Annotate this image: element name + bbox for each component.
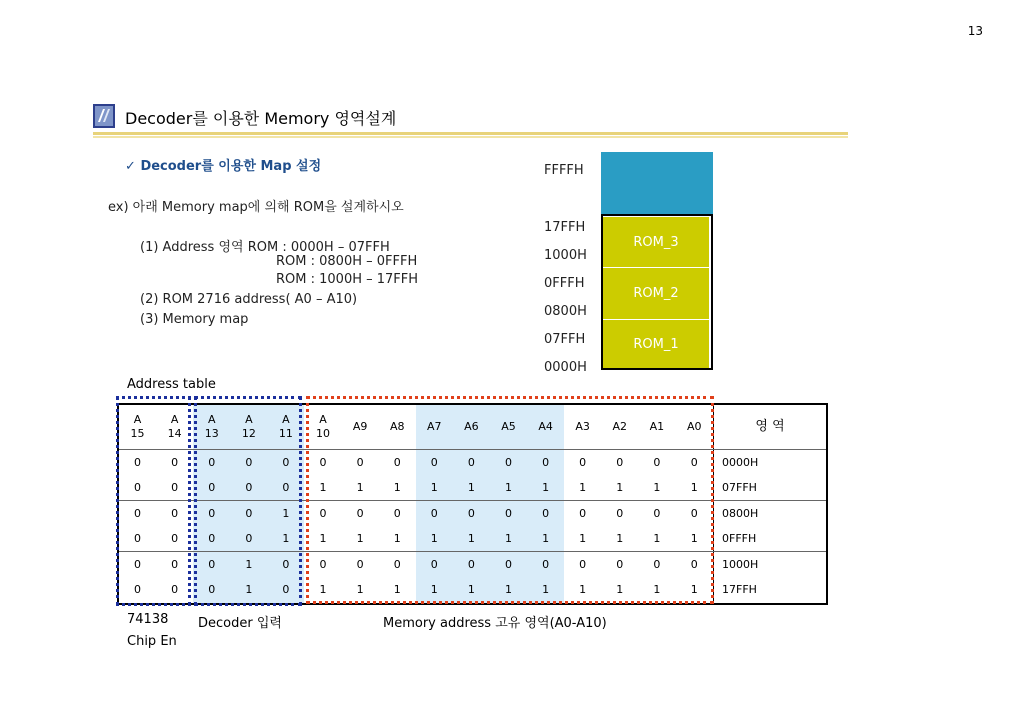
problem-line-5: (3) Memory map [140, 312, 249, 327]
bit-cell: 0 [490, 552, 527, 578]
rom-2-block: ROM_2 [603, 268, 709, 319]
bit-cell: 0 [453, 450, 490, 476]
bit-cell: 0 [156, 475, 193, 501]
bit-cell: 0 [193, 475, 230, 501]
column-header-bottom: 13 [204, 427, 219, 440]
bit-cell: 0 [690, 455, 698, 469]
page-title: Decoder를 이용한 Memory 영역설계 [125, 109, 397, 128]
bit-cell: 0 [134, 455, 142, 469]
bit-cell: 0 [134, 506, 142, 520]
bit-cell: 1 [319, 583, 327, 597]
column-header-top: A [133, 413, 142, 426]
column-header-top: A5 [501, 420, 516, 433]
bit-cell: 0 [319, 455, 327, 469]
bit-cell: 0 [230, 501, 267, 527]
column-header-bottom: 12 [241, 427, 256, 440]
chip-enable-outline [116, 396, 191, 606]
column-header-bottom: 14 [167, 427, 182, 440]
bit-cell: 0 [267, 552, 304, 578]
bit-cell: 0 [579, 455, 587, 469]
bit-cell: 1 [379, 526, 416, 552]
bit-cell: 1 [601, 475, 638, 501]
chip-en-caption-2: Chip En [127, 634, 177, 649]
bit-cell: 0 [230, 450, 267, 476]
bit-cell: 1 [601, 526, 638, 552]
region-cell: 0000H [714, 450, 828, 476]
bit-cell: 1 [304, 526, 341, 552]
bit-cell: 0 [171, 583, 179, 597]
rom-3-block: ROM_3 [603, 217, 709, 267]
bit-cell: 0 [579, 557, 587, 571]
bit-cell: 1 [675, 526, 713, 552]
bit-cell: 1 [230, 577, 267, 604]
bit-cell: 0 [393, 557, 401, 571]
bit-cell: 1 [638, 526, 675, 552]
bit-cell: 0 [453, 552, 490, 578]
rom-divider [603, 319, 709, 320]
bit-cell: 0 [134, 557, 142, 571]
map-label-0000h: 0000H [544, 360, 587, 375]
bit-cell: 0 [616, 557, 624, 571]
column-header-bottom: 11 [278, 427, 293, 440]
map-label-0fffh: 0FFFH [544, 276, 585, 291]
bit-cell: 0 [267, 475, 304, 501]
bit-cell: 0 [356, 455, 364, 469]
bit-cell: 0 [527, 501, 564, 527]
title-divider-secondary [93, 136, 848, 138]
map-label-0800h: 0800H [544, 304, 587, 319]
column-header-bottom: 15 [130, 427, 145, 440]
bit-cell: 0 [490, 501, 527, 527]
bit-cell: 0 [319, 506, 327, 520]
bit-cell: 0 [579, 506, 587, 520]
map-label-1000h: 1000H [544, 248, 587, 263]
column-header-top: A0 [686, 420, 702, 433]
column-header-top: A2 [612, 420, 628, 433]
problem-line-4: (2) ROM 2716 address( A0 – A10) [140, 292, 358, 307]
bit-cell: 0 [416, 450, 453, 476]
region-cell: 0800H [714, 501, 828, 527]
column-header-top: A [282, 413, 290, 426]
bit-cell: 0 [616, 455, 624, 469]
bit-cell: 1 [416, 577, 453, 604]
column-header-top: A [245, 413, 253, 426]
bit-cell: 0 [690, 557, 698, 571]
column-header-top: A9 [352, 420, 368, 433]
bit-cell: 1 [267, 526, 304, 552]
bit-cell: 0 [171, 506, 179, 520]
page-number: 13 [967, 24, 983, 38]
bit-cell: 0 [193, 526, 230, 552]
region-header: 영 역 [714, 404, 828, 450]
bit-cell: 1 [653, 583, 661, 597]
bit-cell: 0 [156, 526, 193, 552]
column-header-bottom: 10 [316, 427, 331, 440]
region-cell: 0FFFH [714, 526, 828, 552]
column-header-top: A3 [575, 420, 590, 433]
memory-unique-outline [306, 396, 714, 604]
map-label-07ffh: 07FFH [544, 332, 586, 347]
bit-cell: 1 [453, 475, 490, 501]
bit-cell: 0 [319, 557, 327, 571]
column-header-top: A7 [427, 420, 442, 433]
region-cell: 1000H [714, 552, 828, 578]
column-header-top: A [319, 413, 327, 426]
bit-cell: 1 [393, 583, 401, 597]
bit-cell: 0 [653, 506, 661, 520]
bit-cell: 0 [616, 506, 624, 520]
region-cell: 17FFH [714, 577, 828, 604]
bit-cell: 0 [118, 475, 156, 501]
bit-cell: 1 [304, 475, 341, 501]
column-header-top: A6 [464, 420, 479, 433]
bit-cell: 1 [616, 583, 624, 597]
bit-cell: 0 [416, 501, 453, 527]
bit-cell: 1 [527, 577, 564, 604]
bit-cell: 1 [453, 577, 490, 604]
bit-cell: 0 [653, 455, 661, 469]
check-icon: ✓ [125, 159, 136, 174]
bit-cell: 1 [267, 501, 304, 527]
column-header-top: A [170, 413, 179, 426]
book-icon [93, 104, 115, 128]
bit-cell: 1 [356, 583, 364, 597]
bit-cell: 0 [393, 506, 401, 520]
problem-line-1: (1) Address 영역 ROM : 0000H – 07FFH [140, 240, 390, 255]
problem-intro: ex) 아래 Memory map에 의해 ROM을 설계하시오 [108, 200, 404, 215]
problem-line-3: ROM : 1000H – 17FFH [276, 272, 419, 287]
bit-cell: 0 [653, 557, 661, 571]
map-label-17ffh: 17FFH [544, 220, 586, 235]
bit-cell: 1 [416, 526, 453, 552]
memory-unique-caption: Memory address 고유 영역(A0-A10) [383, 616, 607, 631]
bit-cell: 0 [527, 450, 564, 476]
bit-cell: 1 [675, 475, 713, 501]
bit-cell: 1 [490, 526, 527, 552]
bit-cell: 0 [356, 506, 364, 520]
bit-cell: 0 [356, 557, 364, 571]
bit-cell: 0 [134, 583, 142, 597]
bit-cell: 1 [379, 475, 416, 501]
bit-cell: 1 [564, 526, 601, 552]
address-table-title: Address table [127, 377, 216, 392]
rom-1-block: ROM_1 [603, 320, 709, 368]
bit-cell: 0 [416, 552, 453, 578]
rom-divider [603, 267, 709, 268]
map-label-ffffh: FFFFH [544, 163, 584, 178]
title-divider [93, 132, 848, 135]
bit-cell: 0 [118, 526, 156, 552]
decoder-input-outline [194, 396, 302, 606]
bit-cell: 0 [230, 526, 267, 552]
problem-line-2: ROM : 0800H – 0FFFH [276, 254, 418, 269]
subtitle-text: Decoder를 이용한 Map 설정 [140, 159, 322, 174]
bit-cell: 0 [490, 450, 527, 476]
column-header-top: A8 [389, 420, 405, 433]
bit-cell: 1 [490, 475, 527, 501]
bit-cell: 1 [342, 475, 379, 501]
column-header-top: A4 [538, 420, 553, 433]
bit-cell: 1 [230, 552, 267, 578]
bit-cell: 1 [638, 475, 675, 501]
bit-cell: 0 [527, 552, 564, 578]
bit-cell: 0 [393, 455, 401, 469]
section-subtitle [125, 155, 321, 174]
bit-cell: 0 [453, 501, 490, 527]
bit-cell: 1 [342, 526, 379, 552]
bit-cell: 1 [453, 526, 490, 552]
bit-cell: 1 [564, 475, 601, 501]
bit-cell: 1 [527, 526, 564, 552]
bit-cell: 0 [267, 450, 304, 476]
column-header-top: A1 [649, 420, 665, 433]
decoder-input-caption: Decoder 입력 [198, 616, 282, 631]
bit-cell: 0 [171, 455, 179, 469]
bit-cell: 1 [527, 475, 564, 501]
bit-cell: 0 [171, 557, 179, 571]
bit-cell: 1 [690, 583, 698, 597]
bit-cell: 1 [416, 475, 453, 501]
region-cell: 07FFH [714, 475, 828, 501]
bit-cell: 1 [490, 577, 527, 604]
bit-cell: 1 [579, 583, 587, 597]
bit-cell: 0 [193, 577, 230, 604]
bit-cell: 0 [690, 506, 698, 520]
column-header-top: A [207, 413, 216, 426]
bit-cell: 0 [193, 552, 230, 578]
free-memory-block [601, 152, 713, 214]
bit-cell: 0 [230, 475, 267, 501]
chip-en-caption: 74138 [127, 612, 169, 627]
bit-cell: 0 [193, 501, 230, 527]
bit-cell: 0 [193, 450, 230, 476]
bit-cell: 0 [267, 577, 304, 604]
